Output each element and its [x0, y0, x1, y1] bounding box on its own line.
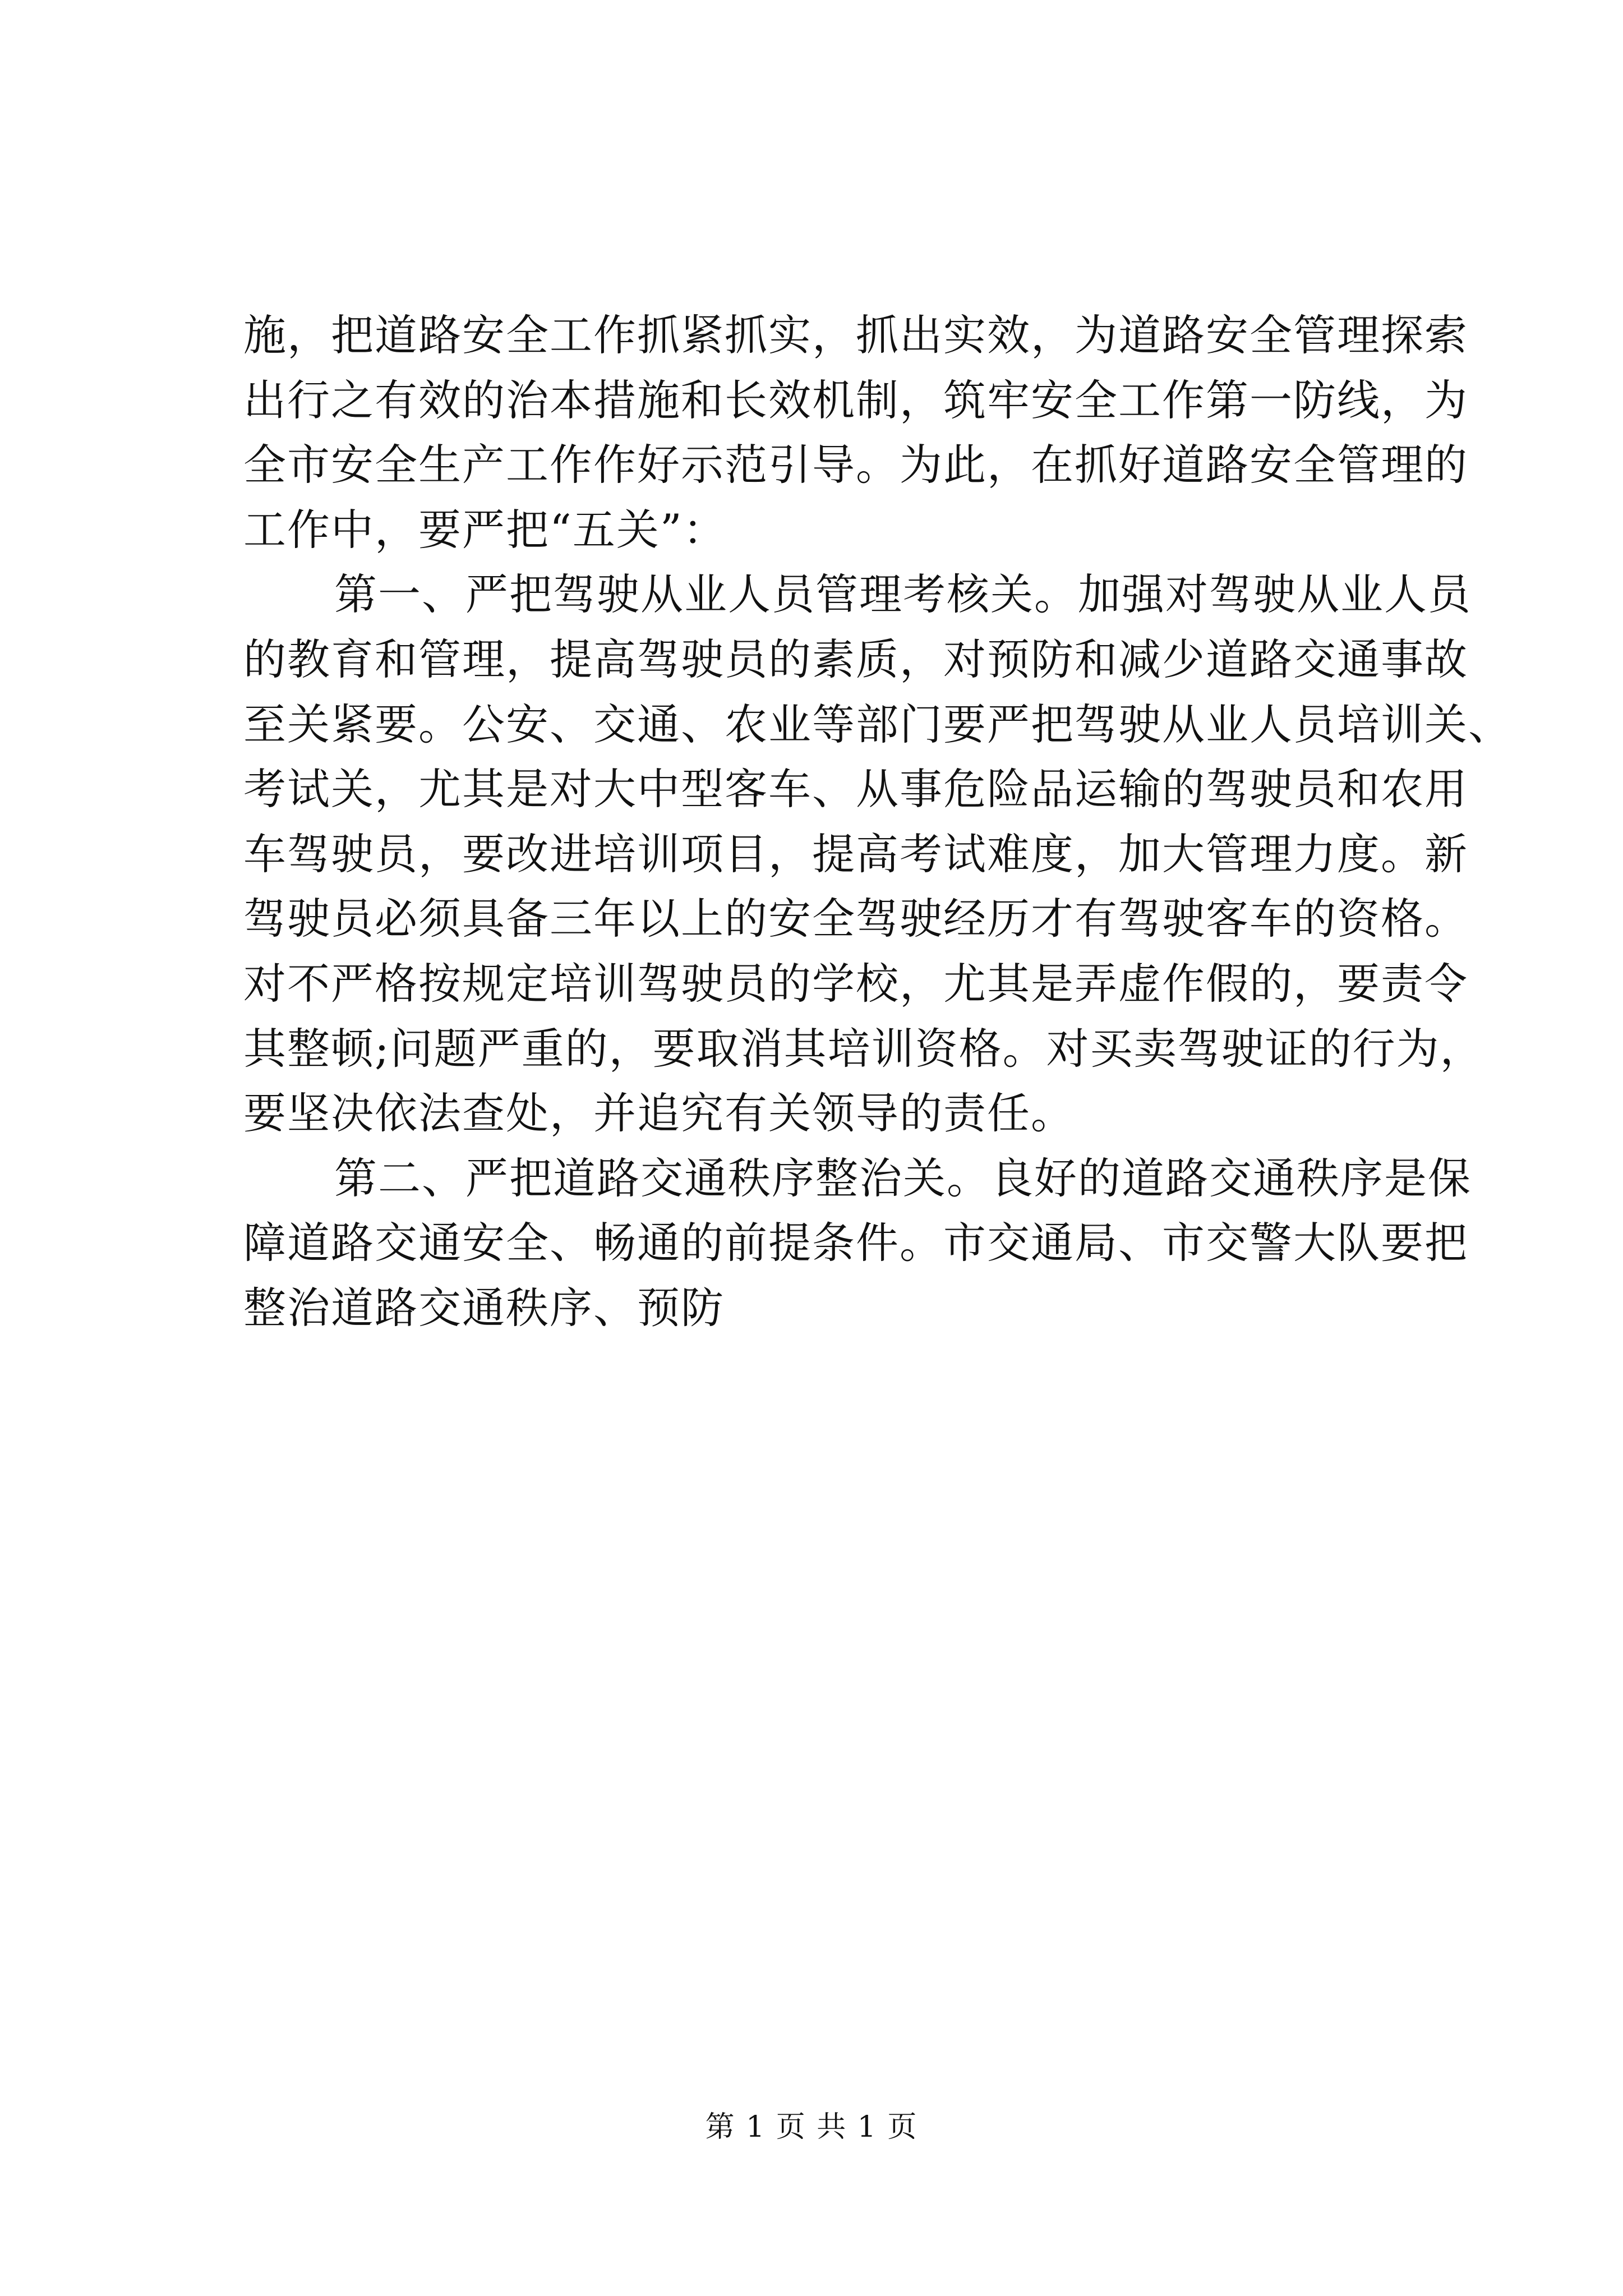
text-line: 出行之有效的治本措施和长效机制，筑牢安全工作第一防线，为 [243, 375, 1468, 425]
text-line: 全市安全生产工作作好示范引导。为此，在抓好道路安全管理的 [243, 440, 1468, 490]
page-footer: 第 1 页 共 1 页 [705, 2110, 918, 2144]
text-line: 障道路交通安全、畅通的前提条件。市交通局、市交警大队要把 [243, 1218, 1468, 1268]
document-body [243, 303, 1512, 1341]
text-line: 的教育和管理，提高驾驶员的素质，对预防和减少道路交通事故 [243, 634, 1468, 684]
text-line: 考试关，尤其是对大中型客车、从事危险品运输的驾驶员和农用 [243, 764, 1468, 815]
text-line: 整治道路交通秩序、预防 [243, 1282, 725, 1333]
text-line: 其整顿;问题严重的，要取消其培训资格。对买卖驾驶证的行为， [243, 1023, 1484, 1074]
text-line: 工作中，要严把“五关”： [243, 504, 727, 555]
text-line: 第一、严把驾驶从业人员管理考核关。加强对驾驶从业人员 [334, 569, 1472, 620]
text-line: 第二、严把道路交通秩序整治关。良好的道路交通秩序是保 [334, 1153, 1472, 1203]
text-line: 至关紧要。公安、交通、农业等部门要严把驾驶从业人员培训关、 [243, 699, 1512, 749]
text-line: 驾驶员必须具备三年以上的安全驾驶经历才有驾驶客车的资格。 [243, 894, 1468, 944]
text-line: 要坚决依法查处，并追究有关领导的责任。 [243, 1088, 1075, 1139]
text-line: 施，把道路安全工作抓紧抓实，抓出实效，为道路安全管理探索 [243, 310, 1468, 360]
text-line: 对不严格按规定培训驾驶员的学校，尤其是弄虚作假的，要责令 [243, 958, 1468, 1009]
text-line: 车驾驶员，要改进培训项目，提高考试难度，加大管理力度。新 [243, 829, 1468, 879]
